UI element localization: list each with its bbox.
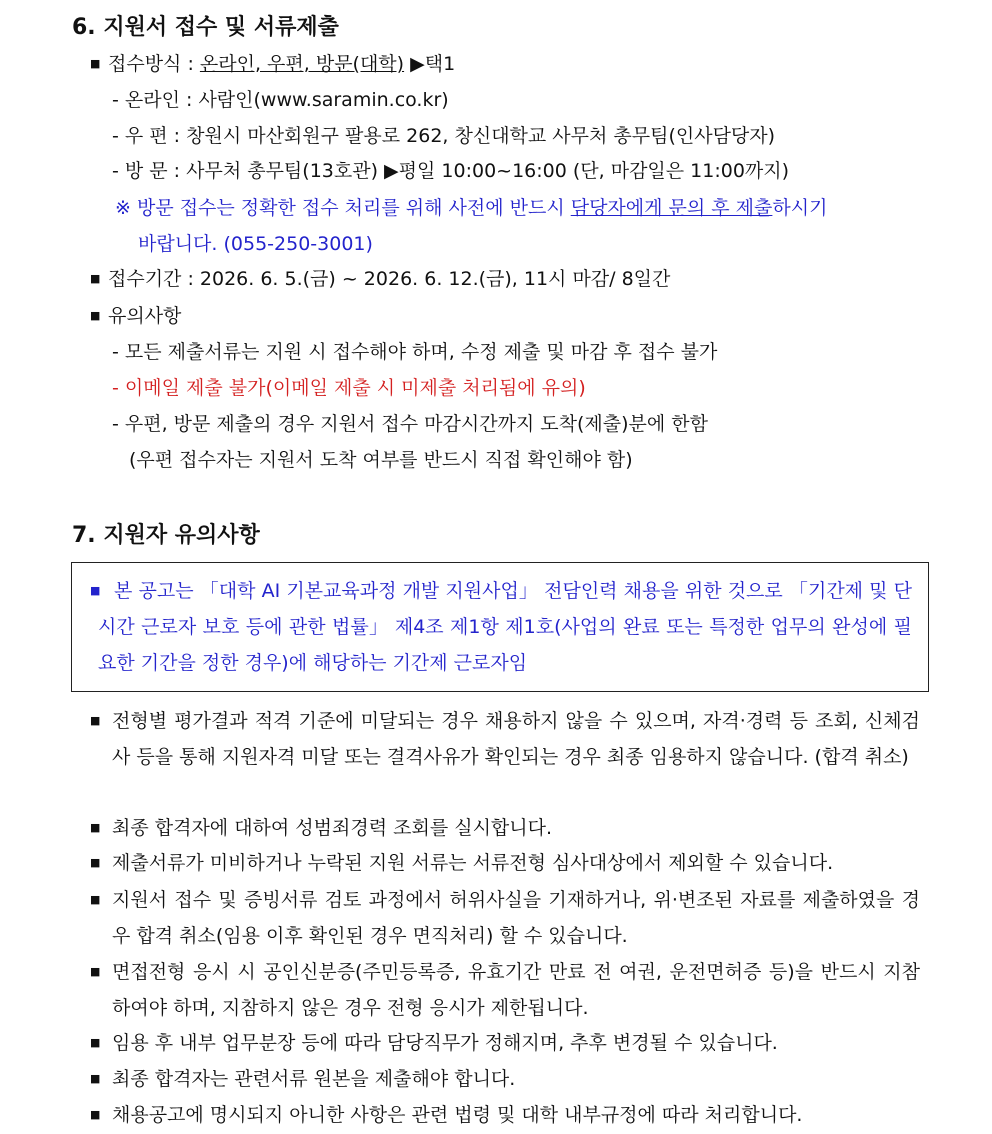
visit-note-contact: 바랍니다. (055-250-3001): [138, 233, 373, 255]
method-post: - 우 편 : 창원시 마산회원구 팔용로 262, 창신대학교 사무처 총무팀(인사담당자): [112, 125, 776, 147]
notice-item: 최종 합격자에 대하여 성범죄경력 조회를 실시합니다.: [112, 817, 553, 839]
visit-note-tail: 하시기: [772, 197, 828, 219]
notice-item: 임용 후 내부 업무분장 등에 따라 담당직무가 정해지며, 추후 변경될 수 있습니다.: [112, 1032, 778, 1054]
notice-item: 제출서류가 미비하거나 누락된 지원 서류는 서류전형 심사대상에서 제외할 수 있습니다.: [112, 852, 834, 874]
bullet-icon: ■: [90, 1108, 101, 1121]
method-value: 온라인, 우편, 방문(대학): [199, 53, 405, 75]
bullet-icon: ■: [90, 272, 101, 285]
notice-item: 최종 합격자는 관련서류 원본을 제출해야 합니다.: [112, 1068, 516, 1090]
notice-item: 면접전형 응시 시 공인신분증(주민등록증, 유효기간 만료 전 여권, 운전면허증 등)을 반드시 지참하여야 하며, 지참하지 않은 경우 전형 응시가 제한됩니다.: [112, 961, 920, 1019]
bullet-icon: ■: [90, 821, 101, 834]
notice-item: 지원서 접수 및 증빙서류 검토 과정에서 허위사실을 기재하거나, 위·변조된 자료를 제출하였을 경우 합격 취소(임용 이후 확인된 경우 면직처리) 할 수 있습니다.: [112, 889, 920, 947]
bullet-icon: ■: [90, 584, 101, 597]
section-6-title: 6. 지원서 접수 및 서류제출: [72, 15, 339, 40]
bullet-icon: ■: [90, 965, 101, 978]
visit-note-link: 담당자에게 문의 후 제출: [570, 197, 773, 219]
bullet-icon: ■: [90, 1036, 101, 1049]
bullet-icon: ■: [90, 893, 101, 906]
visit-note: [115, 195, 827, 221]
cautions-label: 유의사항: [108, 305, 182, 327]
method-line: [108, 51, 455, 77]
notice-item: 채용공고에 명시되지 아니한 사항은 관련 법령 및 대학 내부규정에 따라 처리합니다.: [112, 1104, 803, 1126]
bullet-icon: ■: [90, 309, 101, 322]
bullet-icon: ■: [90, 714, 101, 727]
method-suffix: ▶택1: [404, 53, 456, 75]
caution-item-note: (우편 접수자는 지원서 도착 여부를 반드시 직접 확인해야 함): [129, 449, 633, 471]
method-online: - 온라인 : 사람인(www.saramin.co.kr): [112, 89, 449, 111]
visit-note-text: ※ 방문 접수는 정확한 접수 처리를 위해 사전에 반드시: [115, 197, 571, 219]
notice-item: 전형별 평가결과 적격 기준에 미달되는 경우 채용하지 않을 수 있으며, 자격·경력 등 조회, 신체검사 등을 통해 지원자격 미달 또는 결격사유가 확인되는 경우 최종 임용하지 않습니다. (합격 취소): [112, 710, 920, 768]
bullet-icon: ■: [90, 57, 101, 70]
method-label: 접수방식 :: [108, 53, 200, 75]
caution-item: - 우편, 방문 제출의 경우 지원서 접수 마감시간까지 도착(제출)분에 한함: [112, 413, 708, 435]
notice-box-text: 본 공고는 「대학 AI 기본교육과정 개발 지원사업」 전담인력 채용을 위한 것으로 「기간제 및 단시간 근로자 보호 등에 관한 법률」 제4조 제1항 제1호(사업의 완료 또는 특정한 업무의 완성에 필요한 기간을 정한 경우)에 해당하는 기간제 근로자임: [98, 580, 912, 674]
caution-item-warning: - 이메일 제출 불가(이메일 제출 시 미제출 처리됨에 유의): [112, 377, 586, 399]
section-7-title: 7. 지원자 유의사항: [72, 523, 260, 548]
caution-item: - 모든 제출서류는 지원 시 접수해야 하며, 수정 제출 및 마감 후 접수 불가: [112, 341, 718, 363]
bullet-icon: ■: [90, 856, 101, 869]
bullet-icon: ■: [90, 1072, 101, 1085]
period-line: 접수기간 : 2026. 6. 5.(금) ~ 2026. 6. 12.(금), 11시 마감/ 8일간: [108, 268, 671, 290]
method-visit: - 방 문 : 사무처 총무팀(13호관) ▶평일 10:00~16:00 (단, 마감일은 11:00까지): [112, 160, 790, 182]
